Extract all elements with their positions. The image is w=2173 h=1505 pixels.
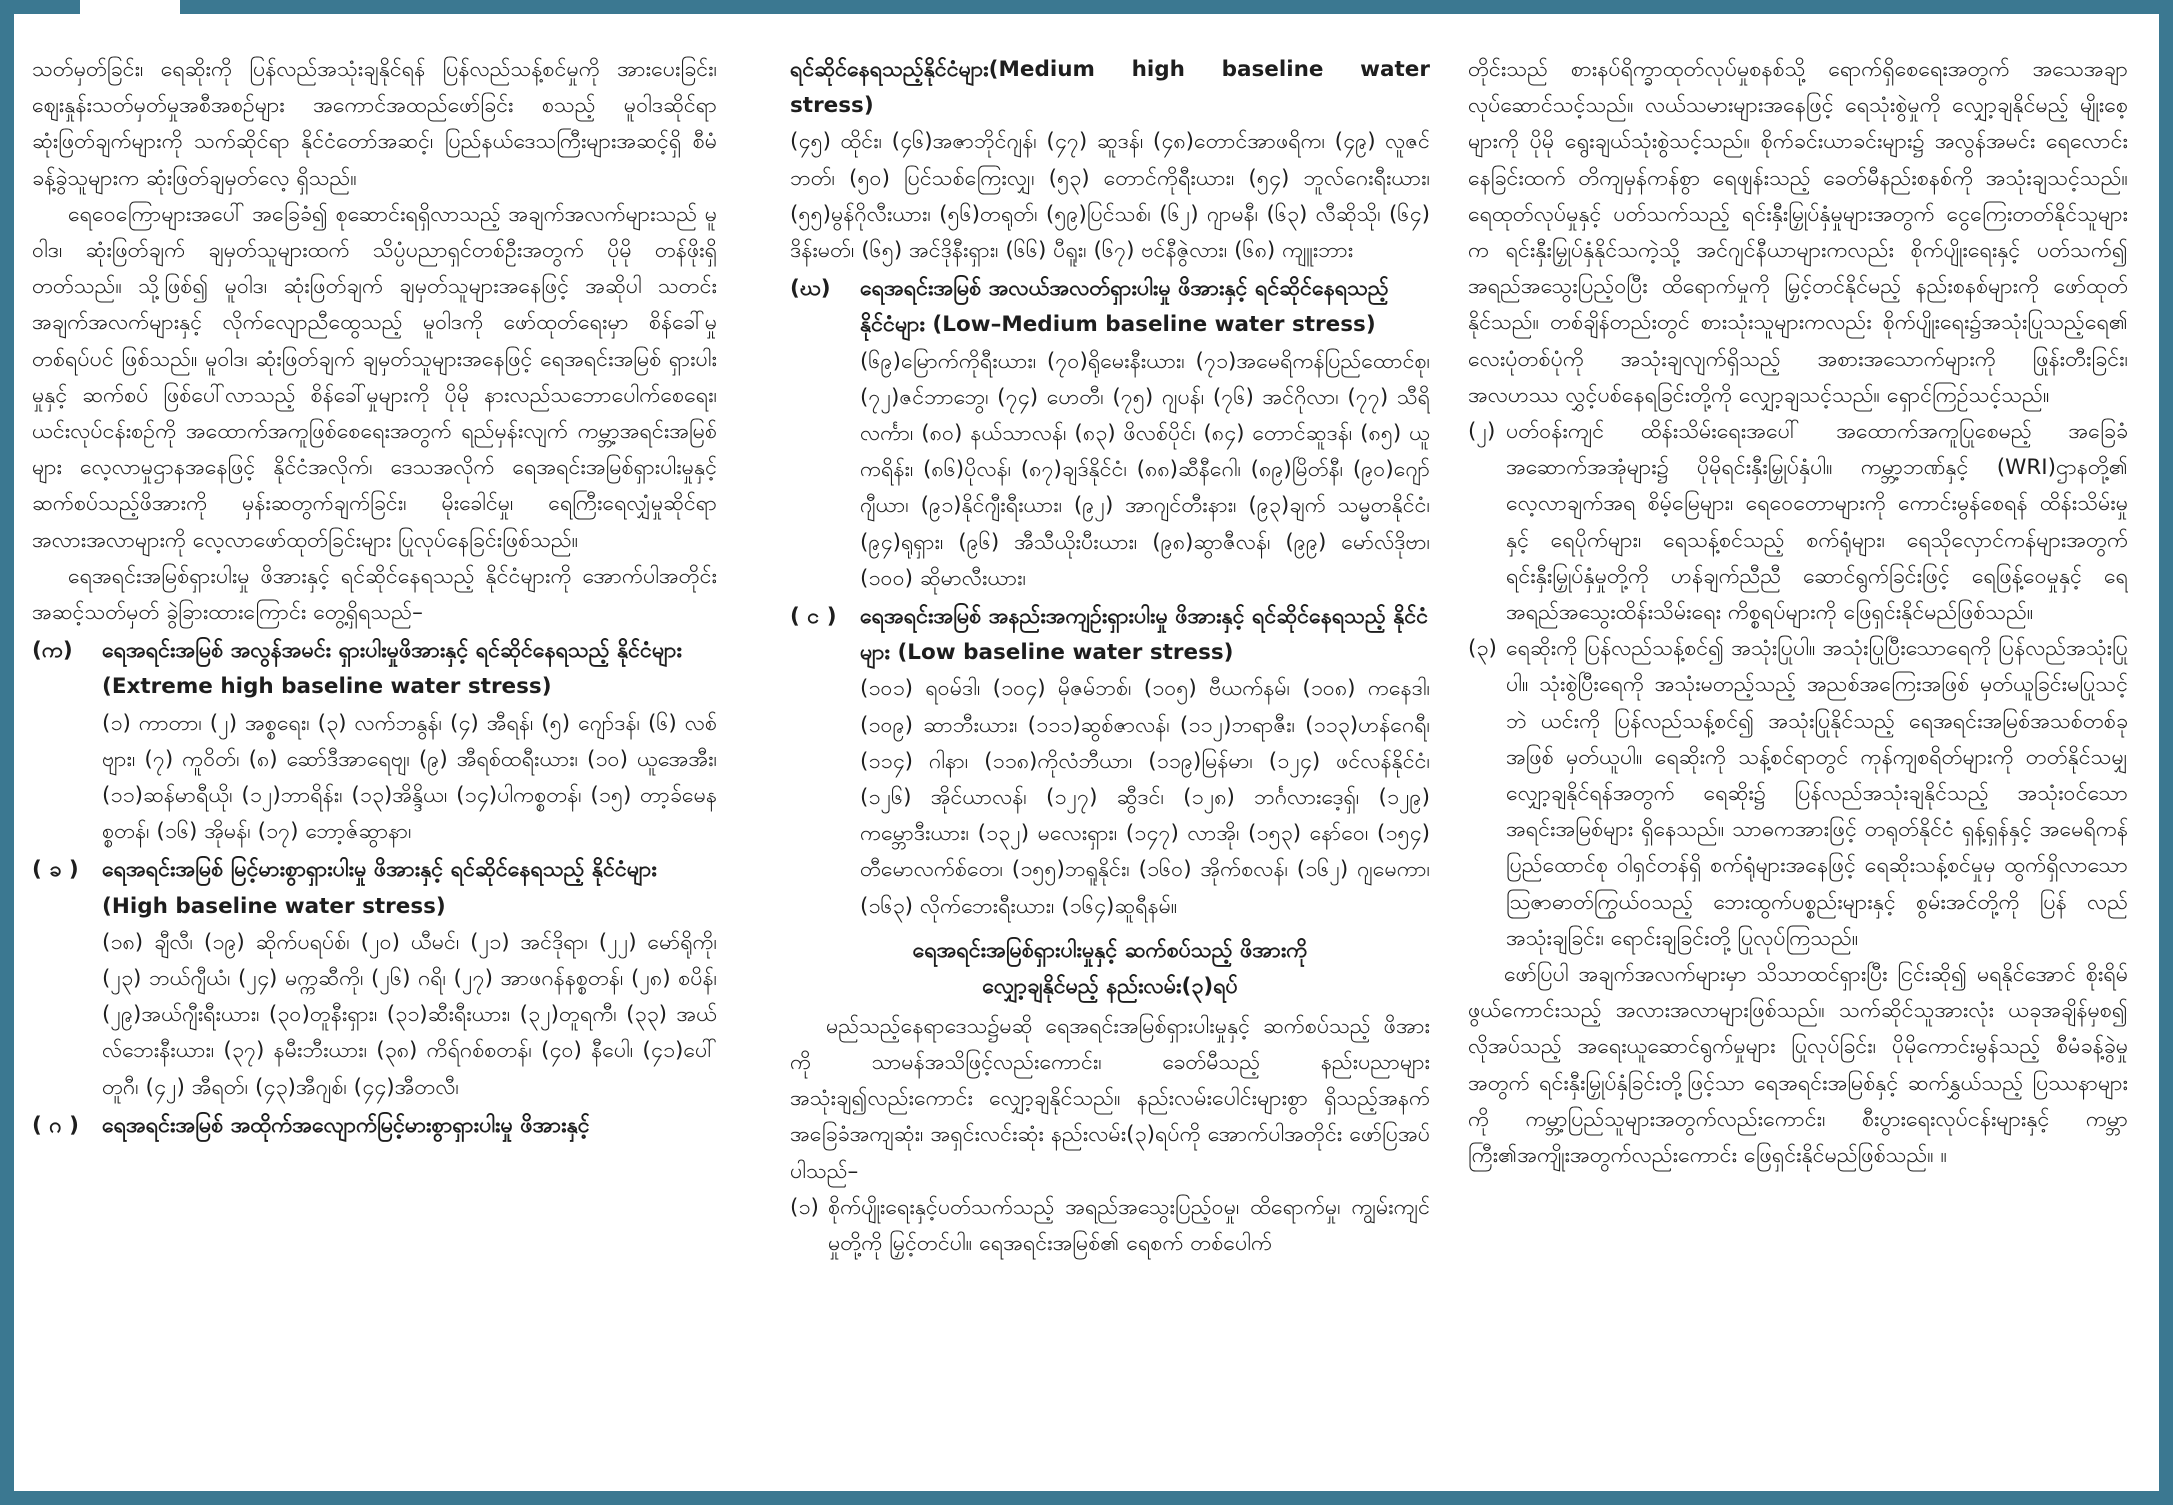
section-title bbox=[790, 933, 1430, 1005]
paragraph: သတ်မှတ်ခြင်း၊ ရေဆိုးကို ပြန်လည်အသုံးချနိုင်ရန် ပြန်လည်သန့်စင်မှုကို အားပေးခြင်း၊ ဈေးနှုန်းသတ်မှတ်မှုအစီအစဉ်များ အကောင်အထည်ဖော်ခြင်း စသည့် မူဝါဒဆိုင်ရာဆုံးဖြတ်ချက်များကို သက်ဆိုင်ရာ နိုင်ငံတော်အဆင့်၊ ပြည်နယ်ဒေသကြီးများအဆင့်ရှိ စီမံခန့်ခွဲသူများက ဆုံးဖြတ်ချမှတ်လေ့ ရှိသည်။ bbox=[32, 57, 717, 191]
border-notch bbox=[80, 0, 180, 16]
paragraph: ဖော်ပြပါ အချက်အလက်များမှာ သိသာထင်ရှားပြီး ငြင်းဆို၍ မရနိုင်အောင် စိုးရိမ်ဖွယ်ကောင်းသည့် အလားအလာများဖြစ်သည်။ သက်ဆိုင်သူအားလုံး ယခုအချိန်မှစ၍ လိုအပ်သည့် အရေးယူဆောင်ရွက်မှုများ ပြုလုပ်ခြင်း၊ ပိုမိုကောင်းမွန်သည့် စီမံခန့်ခွဲမှုအတွက် ရင်းနှီးမြှုပ်နှံခြင်းတို့ဖြင့်သာ ရေအရင်းအမြစ်နှင့် ဆက်နွှယ်သည့် ပြဿနာများကို ကမ္ဘာ့ပြည်သူများအတွက်လည်းကောင်း၊ စီးပွားရေးလုပ်ငန်းများနှင့် ကမ္ဘာကြီး၏အကျိုးအတွက်လည်းကောင်း ဖြေရှင်းနိုင်မည်ဖြစ်သည်။ ။ bbox=[1468, 962, 2128, 1169]
numbered-text: ပတ်ဝန်းကျင် ထိန်းသိမ်းရေးအပေါ် အထောက်အကူပြုစေမည့် အခြေခံ အဆောက်အအုံများ၌ ပိုမိုရင်းနှီးမြှုပ်နှံပါ။ ကမ္ဘာ့ဘဏ်နှင့် (WRI)ဌာနတို့၏ လေ့လာချက်အရ စိမ့်မြေများ၊ ရေဝေတောများကို ကောင်းမွန်စေရန် ထိန်းသိမ်းမှုနှင့် ရေပိုက်များ၊ ရေသန့်စင်သည့် စက်ရုံများ၊ ရေသိုလှောင်ကန်များအတွက် ရင်းနှီးမြှုပ်နှံမှုတို့ကို ဟန်ချက်ညီညီ ဆောင်ရွက်ခြင်းဖြင့် ရေဖြန့်ဝေမှုနှင့် ရေအရည်အသွေးထိန်းသိမ်းရေး ကိစ္စရပ်များကို ဖြေရှင်းနိုင်မည်ဖြစ်သည်။ bbox=[1506, 419, 2128, 626]
column-3 bbox=[1468, 52, 2128, 1472]
list-marker: ( င ) bbox=[790, 604, 837, 630]
numbered-text: ရေဆိုးကို ပြန်လည်သန့်စင်၍ အသုံးပြုပါ။ အသုံးပြုပြီးသောရေကို ပြန်လည်အသုံးပြုပါ။ သုံးစွဲပြီးရေကို အသုံးမတည့်သည့် အညစ်အကြေးအဖြစ် မှတ်ယူခြင်းမပြုသင့်ဘဲ ယင်းကို ပြန်လည်သန့်စင်၍ အသုံးပြုနိုင်သည့် ရေအရင်းအမြစ်အသစ်တစ်ခုအဖြစ် မှတ်ယူပါ။ ရေဆိုးကို သန့်စင်ရာတွင် ကုန်ကျစရိတ်များကို တတ်နိုင်သမျှ လျှော့ချနိုင်ရန်အတွက် ရေဆိုး၌ ပြန်လည်အသုံးချနိုင်သည့် အသုံးဝင်သော အရင်းအမြစ်များ ရှိနေသည်။ သာဓကအားဖြင့် တရုတ်နိုင်ငံ ရှန့်ရှန်နှင့် အမေရိကန် ပြည်ထောင်စု ဝါရှင်တန်ရှိ စက်ရုံများအနေဖြင့် ရေဆိုးသန့်စင်မှုမှ ထွက်ရှိလာသော ဩဇာဓာတ်ကြွယ်ဝသည့် ဘေးထွက်ပစ္စည်းများနှင့် စွမ်းအင်တို့ကို ပြန် လည်အသုံးချခြင်း၊ ရောင်းချခြင်းတို့ ပြုလုပ်ကြသည်။ bbox=[1506, 636, 2128, 951]
list-item-title: ရေအရင်းအမြစ် အလယ်အလတ်ရှားပါးမှု ဖိအားနှင့် ရင်ဆိုင်နေရသည့် နိုင်ငံများ (Low–Medium baseline water stress) bbox=[860, 276, 1389, 338]
list-item-title: ရေအရင်းအမြစ် အလွန်အမင်း ရှားပါးမှုဖိအားနှင့် ရင်ဆိုင်နေရသည့် နိုင်ငံများ (Extreme high baseline water stress) bbox=[102, 638, 682, 700]
list-item-title-continued: ရင်ဆိုင်နေရသည့်နိုင်ငံများ(Medium high baseline water stress) bbox=[790, 57, 1430, 119]
list-item-body: (၁၈) ချီလီ၊ (၁၉) ဆိုက်ပရပ်စ်၊ (၂၀) ယီမင်၊ (၂၁) အင်ဒိုရာ၊ (၂၂) မော်ရိုကို၊ (၂၃) ဘယ်ဂျီယံ၊ (၂၄) မက္ကဆီကို၊ (၂၆) ဂရိ၊ (၂၇) အာဖဂန်နစ္စတန်၊ (၂၈) စပိန်၊ (၂၉)အယ်ဂျီးရီးယား၊ (၃၀)တူနီးရှား၊ (၃၁)ဆီးရီးယား၊ (၃၂)တူရကီ၊ (၃၃) အယ်လ်ဘေးနီးယား၊ (၃၇) နမီးဘီးယား၊ (၃၈) ကိရ်ဂစ်စတန်၊ (၄၀) နီပေါ၊ (၄၁)ပေါ်တူဂီ၊ (၄၂) အီရတ်၊ (၄၃)အီဂျစ်၊ (၄၄)အီတလီ၊ bbox=[102, 929, 717, 1100]
numbered-item bbox=[1468, 414, 2128, 631]
paragraph: ရေဝေကြောများအပေါ် အခြေခံ၍ စုဆောင်းရရှိလာသည့် အချက်အလက်များသည် မူဝါဒ၊ ဆုံးဖြတ်ချက် ချမှတ်သူများထက် သိပ္ပံပညာရှင်တစ်ဦးအတွက် ပိုမို တန်ဖိုးရှိတတ်သည်။ သို့ဖြစ်၍ မူဝါဒ၊ ဆုံးဖြတ်ချက် ချမှတ်သူများအနေဖြင့် အဆိုပါ သတင်းအချက်အလက်များနှင့် လိုက်လျောညီထွေသည့် မူဝါဒကို ဖော်ထုတ်ရေးမှာ စိန်ခေါ်မှုတစ်ရပ်ပင် ဖြစ်သည်။ မူဝါဒ၊ ဆုံးဖြတ်ချက် ချမှတ်သူများအနေဖြင့် ရေအရင်းအမြစ် ရှားပါးမှုနှင့် ဆက်စပ် ဖြစ်ပေါ်လာသည့် စိန်ခေါ်မှုများကို ပိုမို နားလည်သဘောပေါက်စေရေး၊ ယင်းလုပ်ငန်းစဉ်ကို အထောက်အကူဖြစ်စေရေးအတွက် ရည်မှန်းလျက် ကမ္ဘာ့အရင်းအမြစ်များ လေ့လာမှုဌာနအနေဖြင့် နိုင်ငံအလိုက်၊ ဒေသအလိုက် ရေအရင်းအမြစ်ရှားပါးမှုနှင့် ဆက်စပ်သည့်ဖိအားကို မှန်းဆတွက်ချက်ခြင်း၊ မိုးခေါင်မှု၊ ရေကြီးရေလျှံမှုဆိုင်ရာ အလားအလာများကို လေ့လာဖော်ထုတ်ခြင်းများ ပြုလုပ်နေခြင်းဖြစ်သည်။ bbox=[32, 201, 717, 553]
section-title-line: ရေအရင်းအမြစ်ရှားပါးမှုနှင့် ဆက်စပ်သည့် ဖိအားကို bbox=[912, 937, 1308, 963]
paragraph: မည်သည့်နေရာဒေသ၌မဆို ရေအရင်းအမြစ်ရှားပါးမှုနှင့် ဆက်စပ်သည့် ဖိအားကို သာမန်အသိဖြင့်လည်းကောင်း၊ ခေတ်မီသည့် နည်းပညာများ အသုံးချ၍လည်းကောင်း လျှော့ချနိုင်သည်။ နည်းလမ်းပေါင်းများစွာ ရှိသည့်အနက် အခြေခံအကျဆုံး၊ အရှင်းလင်းဆုံး နည်းလမ်း(၃)ရပ်ကို အောက်ပါအတိုင်း ဖော်ပြအပ်ပါသည်– bbox=[790, 1013, 1430, 1184]
numbered-text: စိုက်ပျိုးရေးနှင့်ပတ်သက်သည့် အရည်အသွေးပြည့်ဝမှု၊ ထိရောက်မှု၊ ကျွမ်းကျင်မှုတို့ကို မြှင့်တင်ပါ။ ရေအရင်းအမြစ်၏ ရေစက် တစ်ပေါက် bbox=[828, 1194, 1430, 1257]
column-1 bbox=[32, 52, 717, 1472]
list-item-body: (၁၀၁) ရဝမ်ဒါ၊ (၁၀၄) မိုဇမ်ဘစ်၊ (၁၀၅) ဗီယက်နမ်၊ (၁၀၈) ကနေဒါ၊ (၁၀၉) ဆာဘီးယား၊ (၁၁၁)ဆွစ်ဇာလန်၊ (၁၁၂)ဘရာဇီး၊ (၁၁၃)ဟန်ဂေရီ၊ (၁၁၄) ဂါနာ၊ (၁၁၈)ကိုလံဘီယာ၊ (၁၁၉)မြန်မာ၊ (၁၂၄) ဖင်လန်နိုင်ငံ၊ (၁၂၆) အိုင်ယာလန်၊ (၁၂၇) ဆွီဒင်၊ (၁၂၈) ဘင်္ဂလားဒေ့ရှ်၊ (၁၂၉) ကမ္ဘောဒီးယား၊ (၁၃၂) မလေးရှား၊ (၁၄၇) လာအို၊ (၁၅၃) နော်ဝေ၊ (၁၅၄) တီမောလက်စ်တေ၊ (၁၅၅)ဘရူနိုင်း၊ (၁၆၀) အိုက်စလန်၊ (၁၆၂) ဂျမေကာ၊ (၁၆၃) လိုက်ဘေးရီးယား၊ (၁၆၄)ဆူရီနမ်။ bbox=[860, 676, 1430, 919]
list-item bbox=[790, 599, 1430, 925]
numbered-item bbox=[1468, 631, 2128, 957]
list-marker: (က) bbox=[32, 638, 73, 664]
list-marker: ( ဂ ) bbox=[32, 1112, 79, 1138]
column-2 bbox=[790, 52, 1430, 1472]
list-item bbox=[790, 271, 1430, 597]
list-item-body: (၄၅) ထိုင်း၊ (၄၆)အဇာဘိုင်ဂျန်၊ (၄၇) ဆူဒန်၊ (၄၈)တောင်အာဖရိက၊ (၄၉) လူဇင်ဘတ်၊ (၅၀) ပြင်သစ်ကြေးလျှ၊ (၅၃) တောင်ကိုရီးယား၊ (၅၄) ဘူလ်ဂေးရီးယား၊ (၅၅)မွန်ဂိုလီးယား၊ (၅၆)တရုတ်၊ (၅၉)ပြင်သစ်၊ (၆၂) ဂျာမနီ၊ (၆၃) လီဆိုသို၊ (၆၄) ဒိန်းမတ်၊ (၆၅) အင်ဒိုနီးရှား၊ (၆၆) ပီရူး၊ (၆၇) ဗင်နီဇွဲလား၊ (၆၈) ကျူးဘား bbox=[790, 129, 1430, 264]
list-item bbox=[32, 1108, 717, 1144]
section-title-line: လျှော့ချနိုင်မည့် နည်းလမ်း(၃)ရပ် bbox=[982, 973, 1238, 999]
numbered-marker: (၁) bbox=[790, 1194, 819, 1220]
list-marker: ( ခ ) bbox=[32, 857, 79, 883]
list-item bbox=[32, 633, 717, 850]
list-item-title: ရေအရင်းအမြစ် အနည်းအကျဉ်းရှားပါးမှု ဖိအားနှင့် ရင်ဆိုင်နေရသည့် နိုင်ငံများ (Low baseline water stress) bbox=[860, 604, 1429, 666]
list-item-title: ရေအရင်းအမြစ် အထိုက်အလျောက်မြင့်မားစွာရှားပါးမှု ဖိအားနှင့် bbox=[102, 1112, 590, 1138]
list-item-body: (၁) ကာတာ၊ (၂) အစ္စရေး၊ (၃) လက်ဘနွန်၊ (၄) အီရန်၊ (၅) ဂျော်ဒန်၊ (၆) လစ်ဗျား၊ (၇) ကူဝိတ်၊ (၈) ဆော်ဒီအာရေဗျ၊ (၉) အီရစ်ထရီးယား၊ (၁၀) ယူအေအီး၊ (၁၁)ဆန်မာရီယို၊ (၁၂)ဘာရိန်း၊ (၁၃)အိန္ဒိယ၊ (၁၄)ပါကစ္စတန်၊ (၁၅) တာ့ခ်မေနစ္စတန်၊ (၁၆) အိုမန်၊ (၁၇) ဘော့ဇ်ဆွာနာ၊ bbox=[102, 710, 717, 845]
list-marker: (ဃ) bbox=[790, 276, 831, 302]
list-item-body: (၆၉)မြောက်ကိုရီးယား၊ (၇၀)ရိုမေးနီးယား၊ (၇၁)အမေရိကန်ပြည်ထောင်စု၊ (၇၂)ဇင်ဘာဘွေ၊ (၇၄) ဟေတီ၊ (၇၅) ဂျပန်၊ (၇၆) အင်ဂိုလာ၊ (၇၇) သီရိလင်္ကာ၊ (၈၀) နယ်သာလန်၊ (၈၃) ဖိလစ်ပိုင်၊ (၈၄) တောင်ဆူဒန်၊ (၈၅) ယူကရိန်း၊ (၈၆)ပိုလန်၊ (၈၇)ချဒ်နိုင်ငံ၊ (၈၈)ဆီနီဂေါ၊ (၈၉)မြိတ်နီ၊ (၉၀)ဂျော်ဂျီယာ၊ (၉၁)နိုင်ဂျီးရီးယား၊ (၉၂) အာဂျင်တီးနား၊ (၉၃)ချက် သမ္မတနိုင်ငံ၊ (၉၄)ရုရှား၊ (၉၆) အီသီယိုးပီးယား၊ (၉၈)ဆွာဇီလန်၊ (၉၉) မော်လ်ဒိုဗာ၊ (၁၀၀) ဆိုမာလီးယား၊ bbox=[860, 348, 1430, 591]
list-item bbox=[32, 852, 717, 1105]
numbered-item bbox=[790, 1190, 1430, 1262]
paragraph: ရေအရင်းအမြစ်ရှားပါးမှု ဖိအားနှင့် ရင်ဆိုင်နေရသည့် နိုင်ငံများကို အောက်ပါအတိုင်း အဆင့်သတ်မှတ် ခွဲခြားထားကြောင်း တွေ့ရှိရသည်– bbox=[32, 563, 717, 626]
list-item-title: ရေအရင်းအမြစ် မြင့်မားစွာရှားပါးမှု ဖိအားနှင့် ရင်ဆိုင်နေရသည့် နိုင်ငံများ (High baseline water stress) bbox=[102, 857, 657, 919]
paragraph: တိုင်းသည် စားနပ်ရိက္ခာထုတ်လုပ်မှုစနစ်သို့ ရောက်ရှိစေရေးအတွက် အသေအချာလုပ်ဆောင်သင့်သည်။ လယ်သမားများအနေဖြင့် ရေသုံးစွဲမှုကို လျှော့ချနိုင်မည့် မျိုးစေ့များကို ပိုမို ရွေးချယ်သုံးစွဲသင့်သည်။ စိုက်ခင်းယာခင်းများ၌ အလွန်အမင်း ရေလောင်းနေခြင်းထက် တိကျမှန်ကန်စွာ ရေဖျန်းသည့် ခေတ်မီနည်းစနစ်ကို အသုံးချသင့်သည်။ ရေထုတ်လုပ်မှုနှင့် ပတ်သက်သည့် ရင်းနှီးမြှုပ်နှံမှုများအတွက် ငွေကြေးတတ်နိုင်သူများက ရင်းနှီးမြှုပ်နှံနိုင်သကဲ့သို့ အင်ဂျင်နီယာများကလည်း စိုက်ပျိုးရေးနှင့် ပတ်သက်၍ အရည်အသွေးပြည့်ဝပြီး ထိရောက်မှုကို မြှင့်တင်နိုင်မည့် နည်းစနစ်များကို ဖော်ထုတ်နိုင်သည်။ တစ်ချိန်တည်းတွင် စားသုံးသူများကလည်း စိုက်ပျိုးရေး၌အသုံးပြုသည့်ရေ၏ လေးပုံတစ်ပုံကို အသုံးချလျက်ရှိသည့် အစားအသောက်များကို ဖြုန်းတီးခြင်း၊ အလဟဿ လွှင့်ပစ်နေရခြင်းတို့ကို လျှော့ချသင့်သည်။ ရှောင်ကြဉ်သင့်သည်။ bbox=[1468, 57, 2128, 408]
numbered-marker: (၂) bbox=[1468, 419, 1496, 445]
numbered-marker: (၃) bbox=[1468, 636, 1497, 662]
